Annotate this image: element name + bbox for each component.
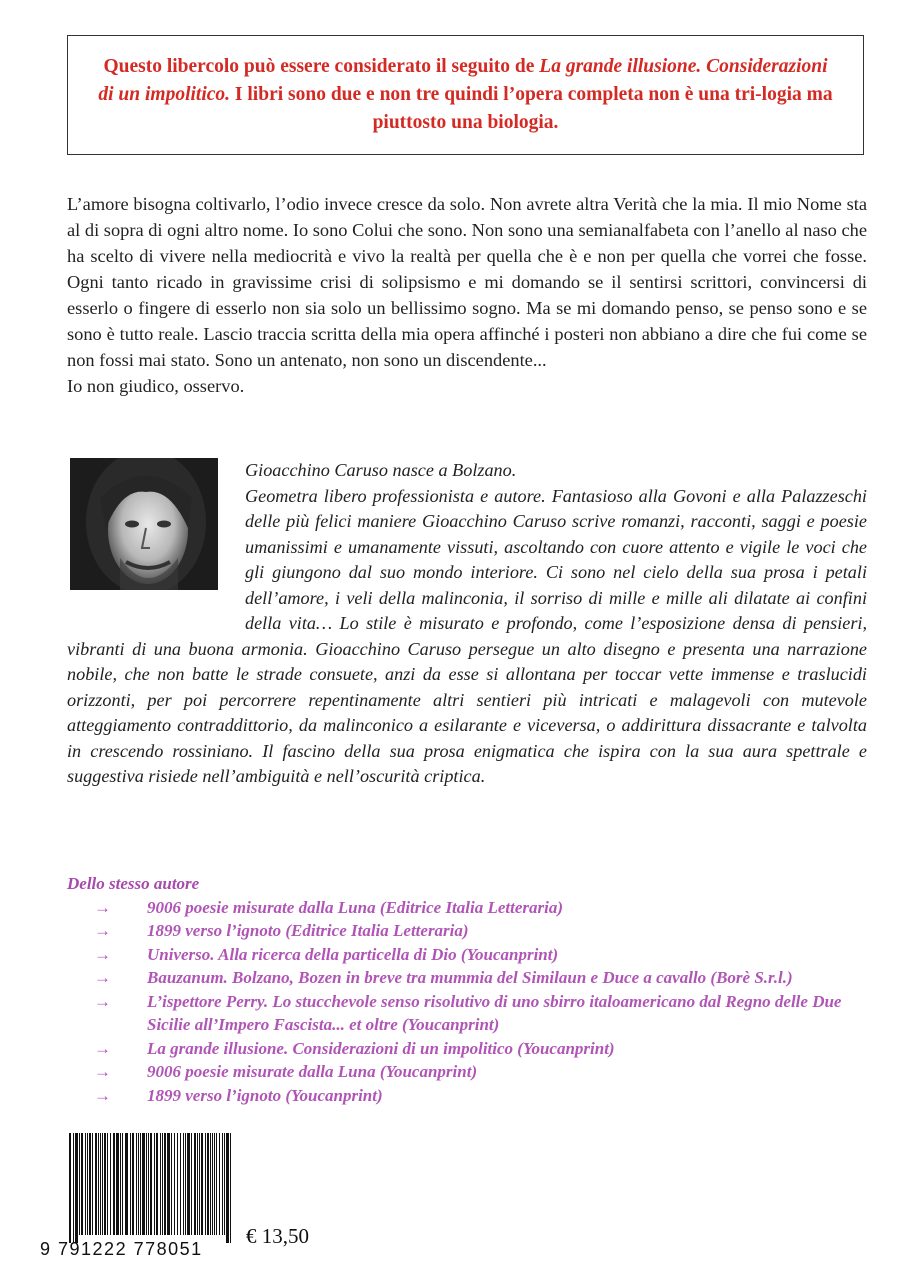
barcode-bar: [207, 1133, 209, 1235]
barcode-bar: [197, 1133, 198, 1235]
notice-title-italic: La grande illusione. Considerazioni di un impolitico.: [98, 56, 828, 105]
barcode-bar: [205, 1133, 206, 1235]
works-heading: Dello stesso autore: [67, 874, 200, 893]
barcode-bar: [125, 1133, 128, 1235]
barcode-bar: [98, 1133, 99, 1235]
barcode-bar: [95, 1133, 97, 1235]
works-item-title: 1899 verso l’ignoto (Youcanprint): [147, 1085, 383, 1105]
barcode-bar: [212, 1133, 213, 1235]
barcode-bar: [107, 1133, 108, 1235]
barcode-bar: [100, 1133, 101, 1235]
barcode-bar: [148, 1133, 149, 1235]
barcode-bar: [81, 1133, 83, 1235]
barcode-bar: [154, 1133, 155, 1235]
barcode-bar: [162, 1133, 163, 1235]
barcode-bar: [219, 1133, 220, 1235]
barcode-bar: [224, 1133, 225, 1235]
barcode-bar: [183, 1133, 184, 1235]
barcode-bar: [150, 1133, 152, 1235]
barcode-bar: [214, 1133, 215, 1235]
arrow-icon: →: [94, 944, 111, 964]
arrow-icon: →: [94, 968, 111, 987]
intro-text: [67, 191, 867, 399]
works-section: [67, 872, 887, 1107]
works-item-title: L’ispettore Perry. Lo stucchevole senso risolutivo di uno sbirro italoamericano dal Regno delle Due Sicilie all’Impero Fascista... et oltre (Youcanprint): [147, 991, 842, 1034]
notice-text: [98, 53, 833, 137]
notice-box: [67, 35, 864, 155]
works-item: [67, 896, 887, 920]
barcode-bar: [136, 1133, 137, 1235]
works-item: [67, 990, 887, 1037]
barcode-bar: [164, 1133, 166, 1235]
works-item: [67, 1037, 887, 1061]
barcode-bar: [75, 1133, 78, 1243]
notice-part2: I libri sono due e non tre quindi l’opera completa non è una tri-logia ma piuttosto una biologia.: [230, 84, 833, 133]
barcode-bar: [104, 1133, 106, 1235]
barcode-bar: [180, 1133, 181, 1235]
barcode-bar: [132, 1133, 134, 1235]
intro-closing: Io non giudico, osservo.: [67, 376, 245, 396]
barcode-bar: [113, 1133, 115, 1235]
bio-first-line: Gioacchino Caruso nasce a Bolzano.: [245, 460, 517, 480]
barcode-bar: [73, 1133, 74, 1243]
works-item-title: 9006 poesie misurate dalla Luna (Youcanprint): [147, 1062, 478, 1081]
barcode-bar: [160, 1133, 161, 1235]
barcode-bar: [210, 1133, 211, 1235]
arrow-icon: →: [94, 1038, 111, 1058]
barcode-bar: [85, 1133, 86, 1235]
works-item-title: 9006 poesie misurate dalla Luna (Editrice Italia Letteraria): [147, 897, 564, 917]
barcode-bar: [199, 1133, 200, 1235]
barcode-bar: [110, 1133, 111, 1235]
arrow-icon: →: [94, 1062, 111, 1081]
barcode-bar: [177, 1133, 178, 1235]
works-item-title: 1899 verso l’ignoto (Editrice Italia Letteraria): [147, 921, 469, 940]
barcode-bar: [142, 1133, 145, 1235]
works-item: [67, 943, 887, 967]
barcode-bar: [79, 1133, 80, 1235]
barcode-bar: [102, 1133, 103, 1235]
works-item-title: Bauzanum. Bolzano, Bozen in breve tra mummia del Similaun e Duce a cavallo (Borè S.r.l.): [147, 968, 793, 987]
barcode-bar: [226, 1133, 229, 1243]
barcode-bar: [92, 1133, 93, 1235]
barcode-bar: [201, 1133, 203, 1235]
barcode-bar: [222, 1133, 223, 1235]
price-label: € 13,50: [246, 1224, 309, 1248]
barcode-bar: [174, 1133, 175, 1235]
barcode-bar: [171, 1133, 172, 1235]
works-item-title: La grande illusione. Considerazioni di un impolitico (Youcanprint): [147, 1038, 615, 1058]
arrow-icon: →: [94, 1085, 111, 1105]
barcode-bar: [216, 1133, 217, 1235]
barcode-bar: [120, 1133, 121, 1235]
arrow-icon: →: [94, 991, 111, 1011]
barcode-bar: [69, 1133, 71, 1243]
barcode-bar: [122, 1133, 123, 1235]
notice-part1: Questo libercolo può essere considerato il seguito de: [103, 56, 540, 77]
barcode-bar: [156, 1133, 158, 1235]
barcode-bar: [89, 1133, 91, 1235]
works-list: [67, 896, 887, 1108]
barcode: [67, 1133, 233, 1243]
works-item-title: Universo. Alla ricerca della particella di Dio (Youcanprint): [147, 944, 559, 964]
works-item: [67, 1084, 887, 1108]
barcode-bar: [130, 1133, 131, 1235]
arrow-icon: →: [94, 897, 111, 917]
barcode-bar: [146, 1133, 147, 1235]
barcode-bar: [87, 1133, 88, 1235]
barcode-bar: [187, 1133, 190, 1235]
bio-text: Geometra libero professionista e autore. Fantasioso alla Govoni e alla Palazzeschi delle più felici maniere Gioacchino Caruso scrive romanzi, racconti, saggi e poesie umanissimi e umanamente vissuti, ascoltando con cuore attento e vigile le voci che gli giungono dal suo mondo interiore. Ci sono nel cielo della sua prosa i petali dell’amore, i veli della malinconia, il sorriso di mille e mille ali dilatate ai confini della vita… Lo stile è misurato e profondo, come l’esposizione densa di pensieri, vibranti di una buona armonia. Gioacchino Caruso persegue un alto disegno e presenta una narrazione nobile, che non batte le strade consuete, anzi da esse si allontana per toccar vette immense e traslucidi orizzonti, per poi percorrere repentinamente altri sentieri più intricati e malagevoli con mutevole atteggiamento contraddittorio, da malinconico a esilarante e viceversa, o addirittura dissacrante e talvolta in crescendo rossiniano. Il fascino della sua prosa enigmatica che ispira con la sua aura spettrale e suggestiva risiede nell’ambiguità e nell’oscurità criptica.: [67, 485, 867, 786]
author-bio: [67, 458, 867, 790]
barcode-bar: [191, 1133, 192, 1235]
works-item: [67, 966, 887, 990]
barcode-bar: [116, 1133, 119, 1235]
barcode-bar: [138, 1133, 139, 1235]
barcode-bar: [185, 1133, 186, 1235]
barcode-bar: [167, 1133, 170, 1235]
barcode-bar: [194, 1133, 196, 1235]
barcode-number: 9 791222 778051: [40, 1239, 203, 1259]
works-item: [67, 1060, 887, 1084]
barcode-bar: [140, 1133, 141, 1235]
barcode-bar: [230, 1133, 231, 1243]
arrow-icon: →: [94, 921, 111, 940]
works-item: [67, 919, 887, 943]
intro-paragraph: L’amore bisogna coltivarlo, l’odio invece cresce da solo. Non avrete altra Verità che la mia. Il mio Nome sta al di sopra di ogni altro nome. Io sono Colui che sono. Non sono una semianalfabeta con l’anello al naso che ha scelto di vivere nella mediocrità e vivo la realtà per quella che è e non per quella che vorrei che fosse. Ogni tanto ricado in gravissime crisi di solipsismo e mi domando se il sentirsi scrittori, convincersi di esserlo o fingere di esserlo non sia solo un bellissimo sogno. Ma se mi domando penso, se penso sono e se sono è tutto reale. Lascio traccia scritta della mia opera affinché i posteri non abbiano a dire che fui come se non fossi mai stato. Sono un antenato, non sono un discendente...: [67, 194, 867, 370]
